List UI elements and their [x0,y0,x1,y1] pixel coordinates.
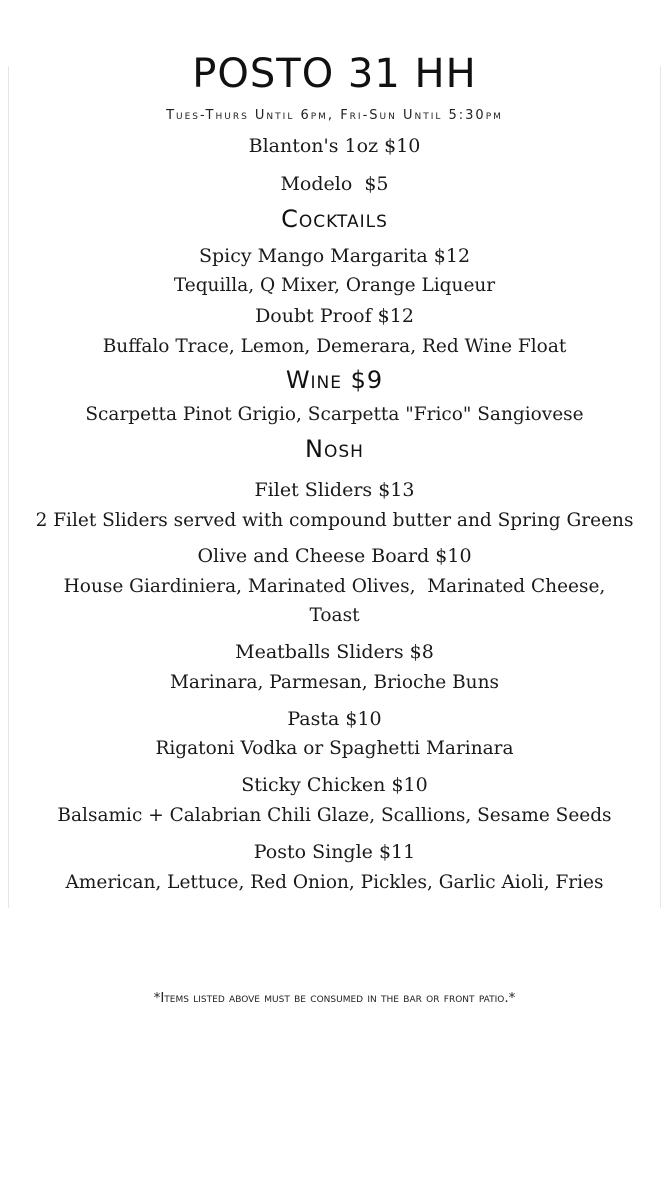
wine-description: Scarpetta Pinot Grigio, Scarpetta "Frico" Sangiovese [85,404,584,425]
cocktail-name: Doubt Proof $12 [255,305,414,327]
special-blantons: Blanton's 1oz $10 [248,135,421,157]
nosh-item-name: Olive and Cheese Board $10 [197,545,472,567]
nosh-item-description: Marinara, Parmesan, Brioche Buns [169,672,499,693]
nosh-item-name: Posto Single $11 [253,841,416,863]
special-modelo: Modelo $5 [280,173,389,195]
consumption-area-note: *Items listed above must be consumed in the bar or front patio.* [153,990,516,1006]
nosh-item-name: Filet Sliders $13 [254,479,415,501]
nosh-item-description-continued: Toast [309,605,360,626]
menu-title: POSTO 31 HH [192,51,477,97]
nosh-item-name: Sticky Chicken $10 [241,774,428,796]
nosh-item-description: Balsamic + Calabrian Chili Glaze, Scallions, Sesame Seeds [57,805,612,826]
cocktail-description: Tequilla, Q Mixer, Orange Liqueur [173,275,496,296]
nosh-item-description: Rigatoni Vodka or Spaghetti Marinara [155,738,514,759]
nosh-item-name: Meatballs Sliders $8 [235,641,434,663]
section-heading-nosh: Nosh [305,435,364,463]
nosh-item-description: House Giardiniera, Marinated Olives, Marinated Cheese, [63,576,606,597]
section-heading-wine: Wine $9 [285,366,384,394]
happy-hour-times: Tues-Thurs Until 6pm, Fri-Sun Until 5:30pm [166,108,503,123]
nosh-item-name: Pasta $10 [287,708,382,730]
nosh-item-description: 2 Filet Sliders served with compound butter and Spring Greens [35,510,634,531]
nosh-item-description: American, Lettuce, Red Onion, Pickles, Garlic Aioli, Fries [65,872,604,893]
cocktail-description: Buffalo Trace, Lemon, Demerara, Red Wine Float [102,336,567,357]
section-heading-cocktails: Cocktails [281,205,388,233]
cocktail-name: Spicy Mango Margarita $12 [198,245,471,267]
